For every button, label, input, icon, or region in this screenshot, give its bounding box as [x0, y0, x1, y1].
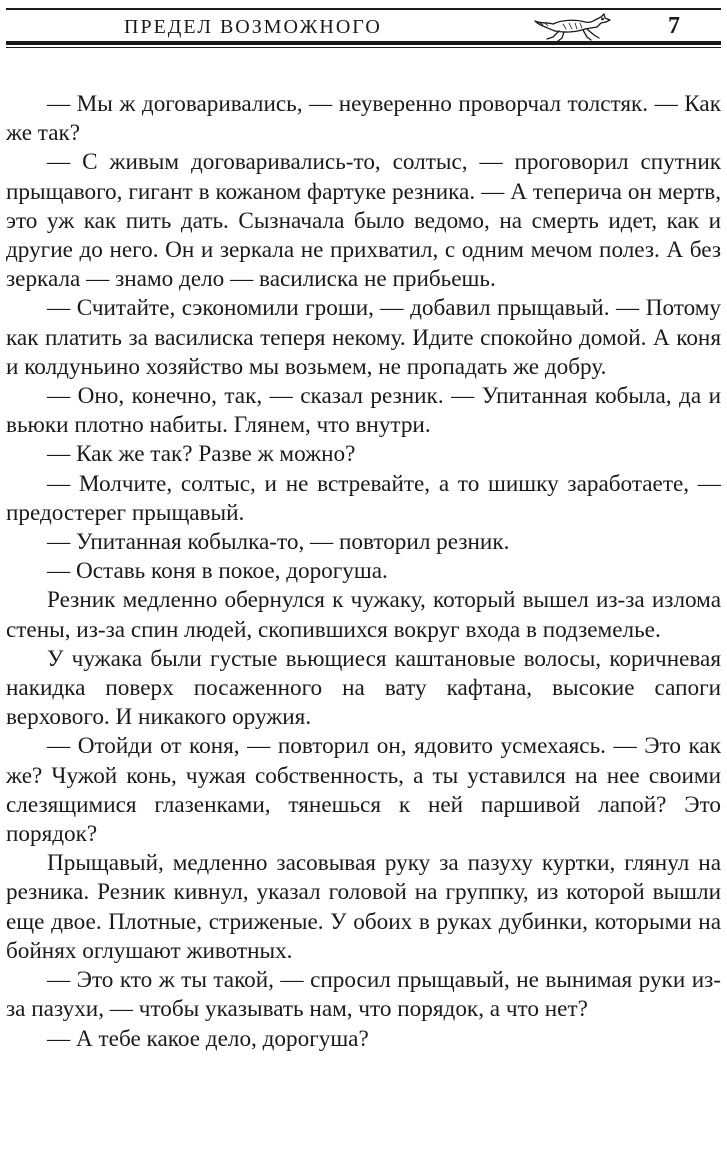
paragraph: — Как же так? Разве ж можно? [47, 441, 356, 468]
running-wolf-icon [531, 10, 615, 42]
header-bottom-thin-rule [6, 47, 721, 48]
header-bottom-rule [6, 41, 721, 45]
paragraph: — Считайте, сэкономили гроши, — добавил прыщавый. — Потому как платить за василиска теперя некому. Идите спокойно домой. А коня и колдуньино хозяйство мы возьмем, не пропадать же добру. [6, 295, 721, 380]
body-text [6, 90, 721, 1054]
paragraph: — Молчите, солтыс, и не встревайте, а то шишку заработаете, — предостерег прыщавый. [6, 470, 721, 526]
paragraph: Резник медленно обернулся к чужаку, который вышел из-за излома стены, из-за спин людей, скопившихся вокруг входа в подземелье. [6, 587, 721, 643]
paragraph: — Мы ж договаривались, — неуверенно проворчал толстяк. — Как же так? [6, 91, 721, 147]
paragraph: — Оставь коня в покое, дорогуша. [47, 558, 388, 585]
running-title: ПРЕДЕЛ ВОЗМОЖНОГО [124, 16, 382, 38]
page-number: 7 [668, 13, 680, 39]
paragraph: — Это кто ж ты такой, — спросил прыщавый, не вынимая руки из-за пазухи, — чтобы указывать нам, что порядок, а что нет? [6, 967, 721, 1023]
paragraph: — Оно, конечно, так, — сказал резник. — Упитанная кобыла, да и вьюки плотно набиты. Глянем, что внутри. [6, 383, 721, 439]
paragraph: — С живым договаривались-то, солтыс, — проговорил спутник прыщавого, гигант в кожаном фартуке резника. — А теперича он мертв, это уж как пить дать. Сызначала было ведомо, на смерть идет, как и другие до него. Он и зеркала не прихватил, с одним мечом полез. А без зеркала — знамо дело — василиска не прибьешь. [6, 149, 721, 293]
paragraph: У чужака были густые вьющиеся каштановые волосы, коричневая накидка поверх посаженного на вату кафтана, высокие сапоги верхового. И никакого оружия. [6, 645, 721, 731]
paragraph: Прыщавый, медленно засовывая руку за пазуху куртки, глянул на резника. Резник кивнул, указал головой на группку, из которой вышли еще двое. Плотные, стриженые. У обоих в руках дубинки, которыми на бойнях оглушают животных. [6, 850, 721, 964]
running-header [6, 8, 721, 46]
paragraph: — Упитанная кобылка-то, — повторил резник. [47, 529, 510, 556]
paragraph: — А тебе какое дело, дорогуша? [47, 1025, 369, 1052]
paragraph: — Отойди от коня, — повторил он, ядовито усмехаясь. — Это как же? Чужой конь, чужая собственность, а ты уставился на нее своими слезящимися глазенками, тянешься к ней паршивой лапой? Это порядок? [6, 733, 721, 848]
